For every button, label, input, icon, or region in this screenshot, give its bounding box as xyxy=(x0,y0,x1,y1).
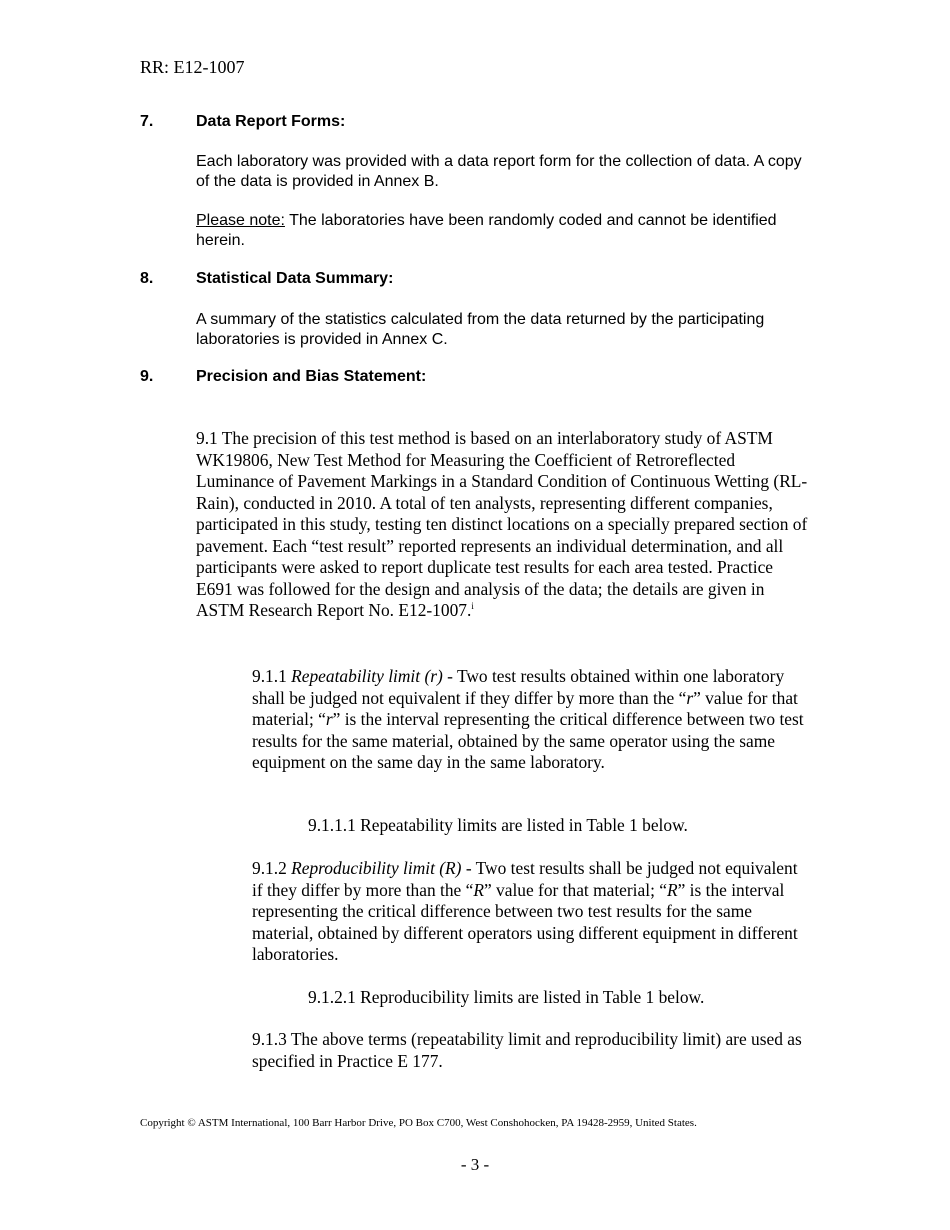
section-8-title: Statistical Data Summary: xyxy=(196,270,394,287)
paragraph-9-1-text: 9.1 The precision of this test method is based on an interlaboratory study of ASTM WK19806, New Test Method for Measuring the Coefficient of Retroreflected Luminance of Pavement Markings in a Standard Condition of Continuous Wetting (RL-Rain), conducted in 2010. A total of ten analysts, representing different companies, participated in this study, testing ten distinct locations on a specially prepared section of pavement. Each “test result” reported represents an individual determination, and all participants were asked to report duplicate test results for each area tested. Practice E691 was followed for the design and analysis of the data; the details are given in ASTM Research Report No. E12-1007. xyxy=(196,428,808,620)
p911-text-3: ” is the interval representing the critical difference between two test results for the same material, obtained by the same operator using the same equipment on the same day in the same laboratory. xyxy=(252,709,804,772)
section-7-note xyxy=(196,211,811,251)
page-number: - 3 - xyxy=(460,1155,490,1174)
p912-text-2: ” value for that material; “ xyxy=(483,879,667,900)
p911-prefix: 9.1.1 xyxy=(252,666,292,686)
paragraph-9-1 xyxy=(196,428,811,622)
note-text: The laboratories have been randomly coded and cannot be identified herein. xyxy=(196,212,777,249)
paragraph-9-1-1 xyxy=(252,666,812,774)
paragraph-9-1-1-1: 9.1.1.1 Repeatability limits are listed in Table 1 below. xyxy=(308,815,688,835)
p911-text-2: ” value for that material; “ xyxy=(252,687,798,729)
report-header: RR: E12-1007 xyxy=(140,57,245,77)
p911-symbol-2: r xyxy=(325,709,333,729)
footnote-marker: i xyxy=(471,601,474,612)
p912-term: Reproducibility limit (R) xyxy=(291,858,462,878)
p912-prefix: 9.1.2 xyxy=(252,858,292,878)
section-7-number: 7. xyxy=(140,113,154,130)
section-8-number: 8. xyxy=(140,270,154,287)
p911-text-1: - Two test results obtained within one laboratory shall be judged not equivalent if they differ by more than the “ xyxy=(252,666,785,708)
section-9-number: 9. xyxy=(140,368,154,385)
paragraph-9-1-3: 9.1.3 The above terms (repeatability limit and reproducibility limit) are used as specified in Practice E 177. xyxy=(252,1029,802,1071)
paragraph-9-1-2-1: 9.1.2.1 Reproducibility limits are listed in Table 1 below. xyxy=(308,987,705,1007)
copyright-footer: Copyright © ASTM International, 100 Barr Harbor Drive, PO Box C700, West Conshohocken, PA 19428-2959, United States. xyxy=(140,1117,697,1129)
section-7-title: Data Report Forms: xyxy=(196,113,346,130)
p911-symbol-1: r xyxy=(686,687,694,708)
p912-text-1: - Two test results shall be judged not equivalent if they differ by more than the “ xyxy=(252,858,798,900)
p912-text-3: ” is the interval representing the critical difference between two test results for the same material, obtained by different operators using different equipment in different laboratories. xyxy=(252,879,798,964)
section-8-paragraph: A summary of the statistics calculated from the data returned by the participating laboratories is provided in Annex C. xyxy=(196,311,765,348)
note-label: Please note: xyxy=(196,212,285,229)
p911-term: Repeatability limit (r) xyxy=(291,666,443,686)
section-9-title: Precision and Bias Statement: xyxy=(196,368,427,385)
paragraph-9-1-2 xyxy=(252,858,812,966)
section-7-paragraph: Each laboratory was provided with a data report form for the collection of data. A copy of the data is provided in Annex B. xyxy=(196,153,802,190)
p912-symbol-1: R xyxy=(473,879,484,900)
p912-symbol-2: R xyxy=(666,879,678,900)
